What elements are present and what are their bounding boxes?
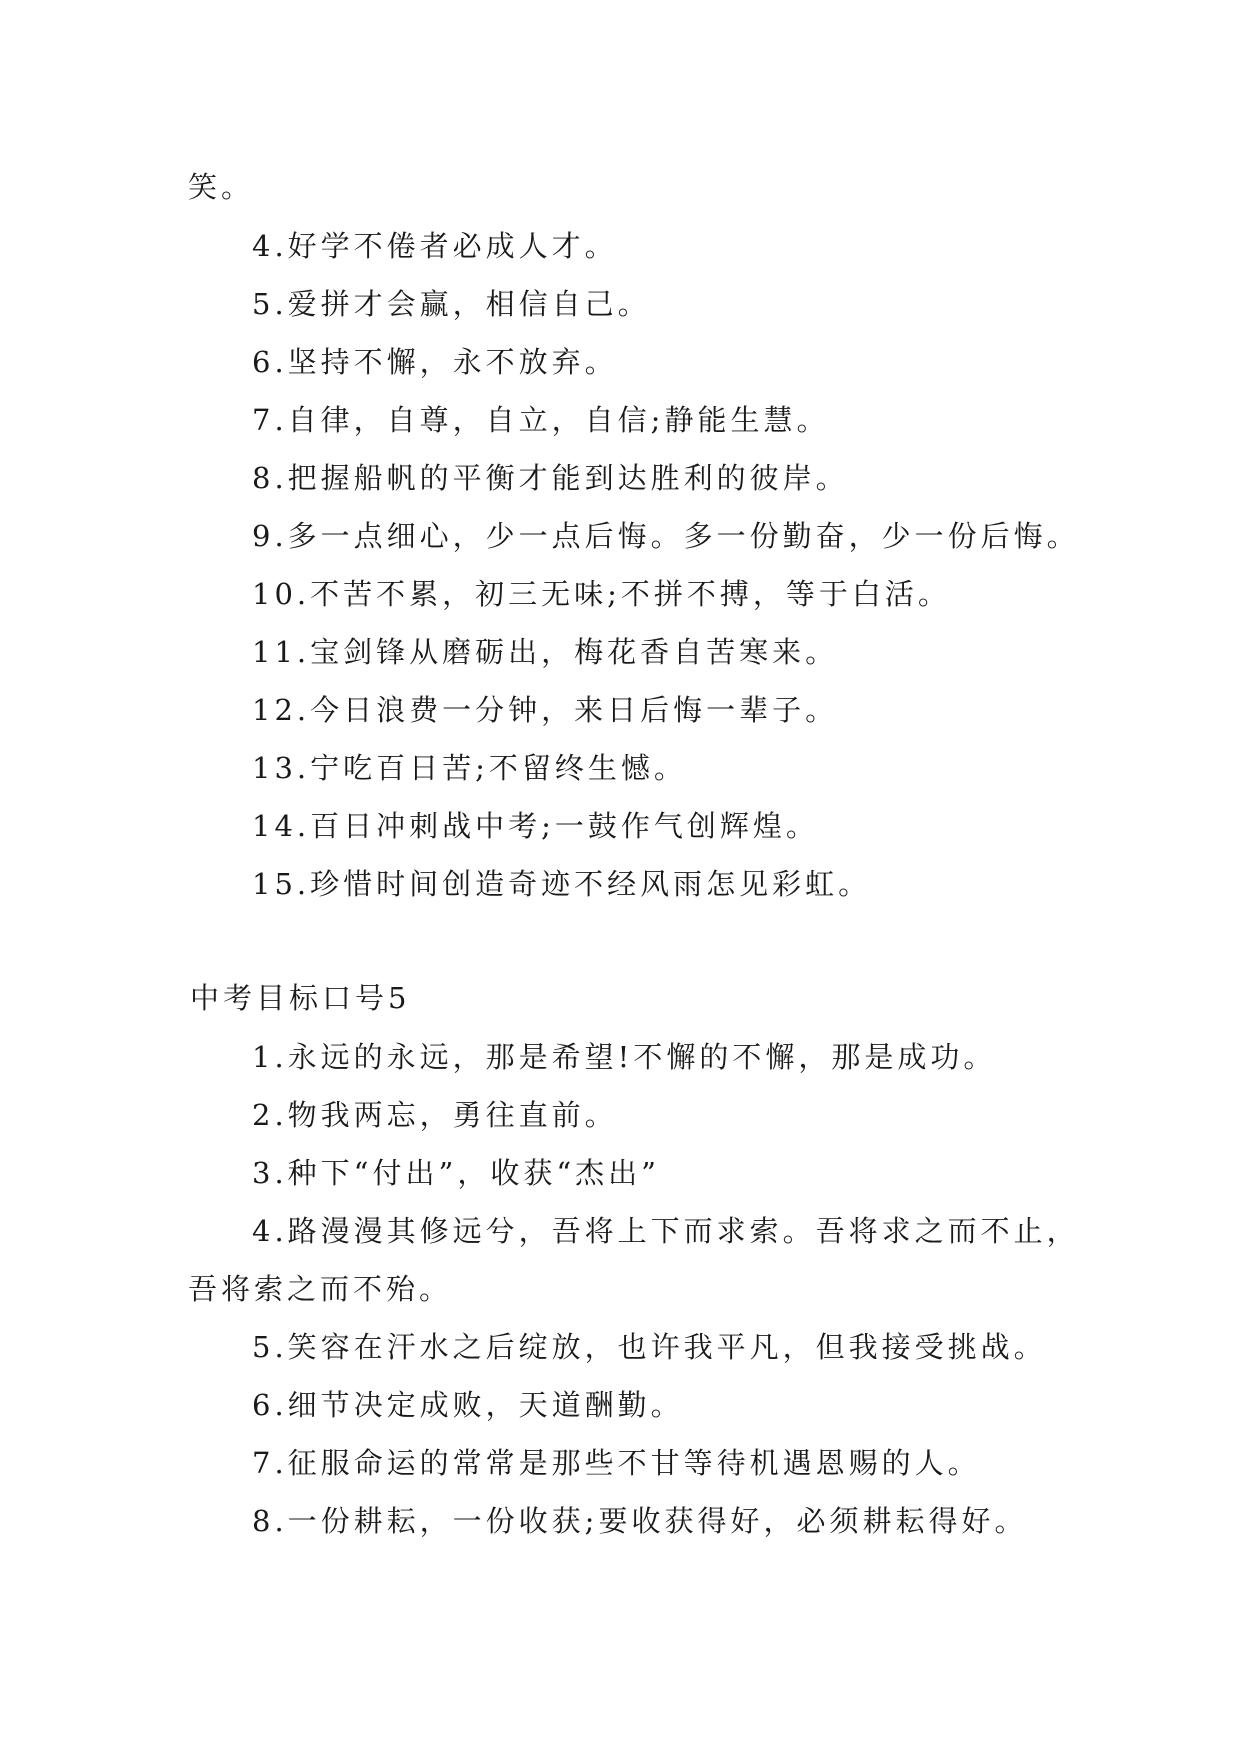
- slogan-item: 8.一份耕耘，一份收获;要收获得好，必须耕耘得好。: [252, 1504, 1028, 1538]
- slogan-item: 8.把握船帆的平衡才能到达胜利的彼岸。: [252, 461, 849, 495]
- slogan-item: 10.不苦不累，初三无味;不拼不搏，等于白活。: [252, 577, 951, 611]
- slogan-item: 7.自律，自尊，自立，自信;静能生慧。: [252, 403, 830, 437]
- slogan-item: 5.爱拼才会赢，相信自己。: [252, 287, 651, 321]
- continuation-text: 笑。: [188, 170, 255, 204]
- slogan-item: 12.今日浪费一分钟，来日后悔一辈子。: [252, 693, 839, 727]
- section-heading: 中考目标口号5: [190, 981, 411, 1015]
- slogan-item: 15.珍惜时间创造奇迹不经风雨怎见彩虹。: [252, 867, 872, 901]
- slogan-item: 6.坚持不懈，永不放弃。: [252, 345, 618, 379]
- slogan-item: 13.宁吃百日苦;不留终生憾。: [252, 751, 687, 785]
- slogan-item-continuation: 吾将索之而不殆。: [188, 1272, 453, 1306]
- slogan-item: 5.笑容在汗水之后绽放，也许我平凡，但我接受挑战。: [252, 1330, 1047, 1364]
- slogan-item: 11.宝剑锋从磨砺出，梅花香自苦寒来。: [252, 635, 839, 669]
- slogan-item: 4.路漫漫其修远兮，吾将上下而求索。吾将求之而不止，: [252, 1214, 1080, 1248]
- slogan-item: 7.征服命运的常常是那些不甘等待机遇恩赐的人。: [252, 1446, 981, 1480]
- slogan-item: 14.百日冲刺战中考;一鼓作气创辉煌。: [252, 809, 819, 843]
- slogan-item: 6.细节决定成败，天道酬勤。: [252, 1388, 684, 1422]
- slogan-item: 2.物我两忘，勇往直前。: [252, 1098, 618, 1132]
- slogan-item: 1.永远的永远，那是希望!不懈的不懈，那是成功。: [252, 1040, 997, 1074]
- slogan-item: 4.好学不倦者必成人才。: [252, 229, 618, 263]
- slogan-item: 3.种下“付出”，收获“杰出”: [252, 1156, 660, 1190]
- slogan-item: 9.多一点细心，少一点后悔。多一份勤奋，少一份后悔。: [252, 519, 1080, 553]
